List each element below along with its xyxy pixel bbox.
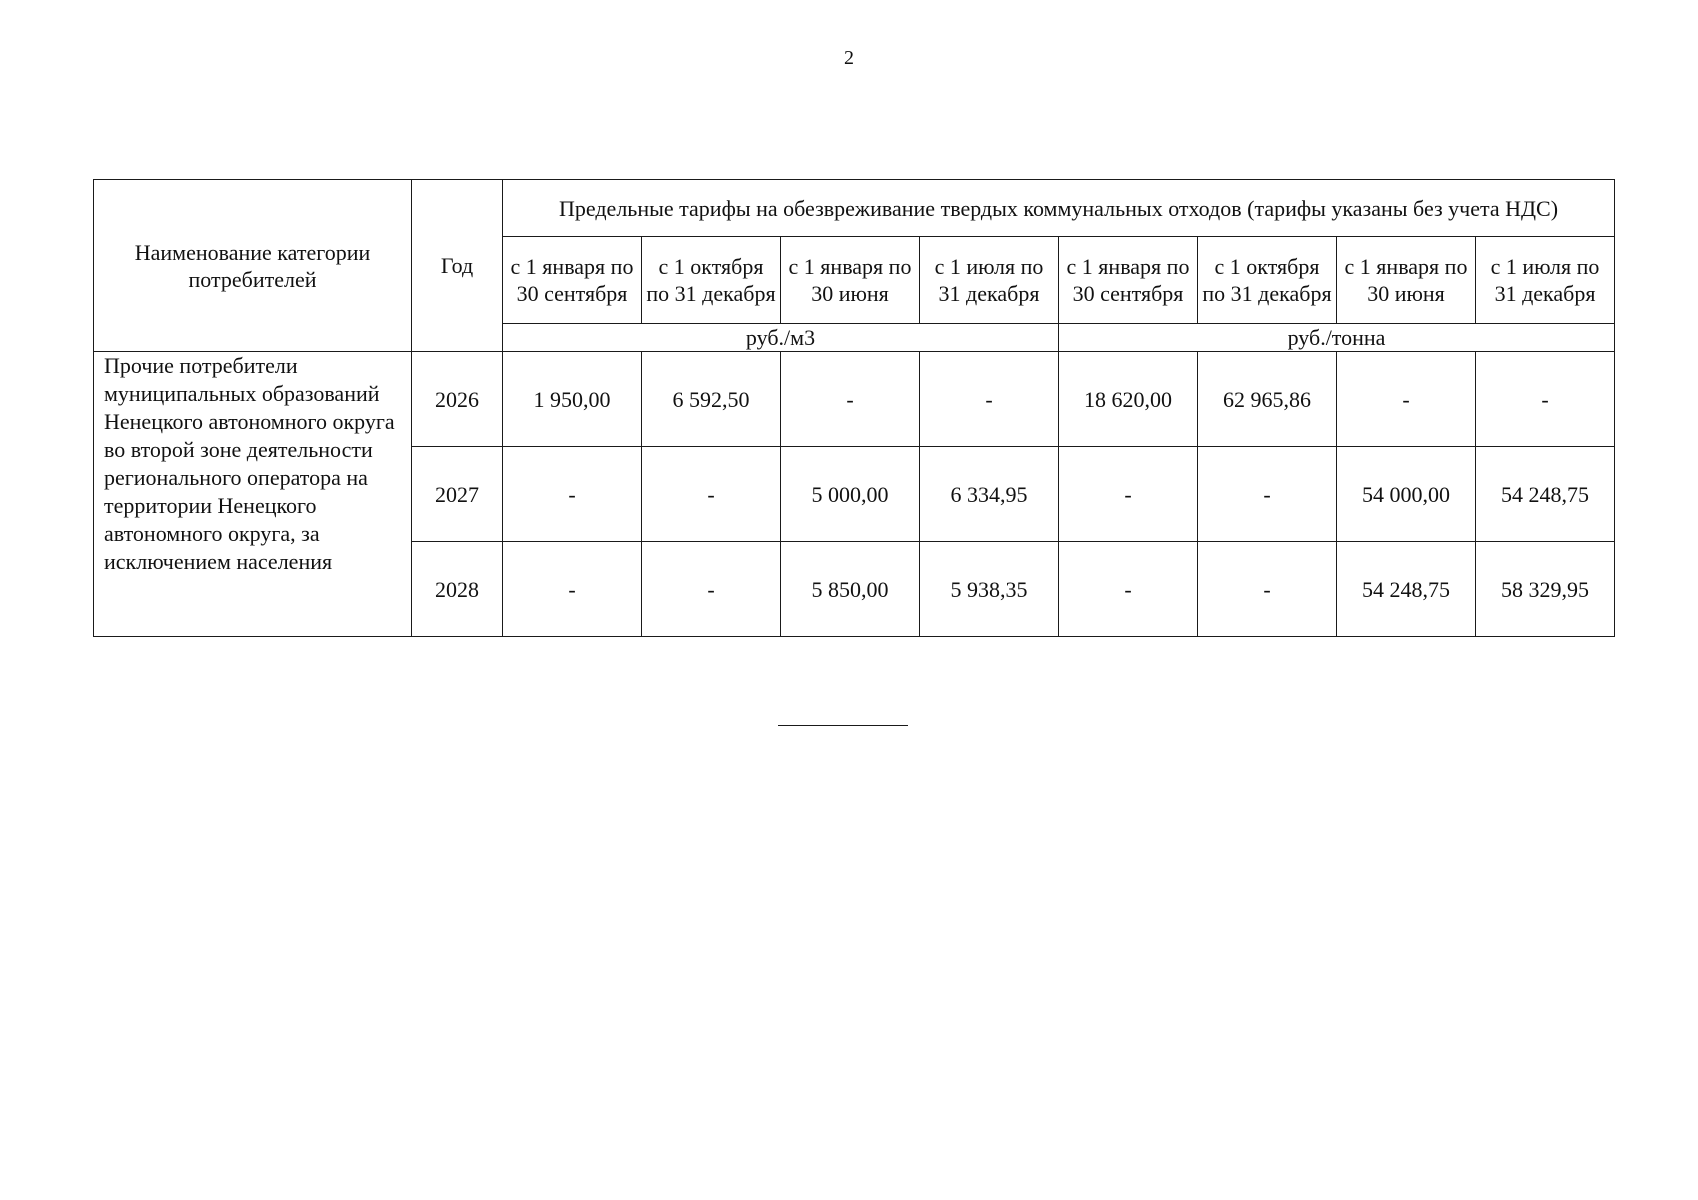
value-cell: 62 965,86 (1198, 352, 1337, 447)
header-period-4: с 1 июля по 31 декабря (920, 237, 1059, 324)
value-cell: 54 000,00 (1337, 447, 1476, 542)
header-category: Наименование категории потребителей (94, 180, 412, 352)
value-cell: 54 248,75 (1337, 542, 1476, 637)
value-cell: 18 620,00 (1059, 352, 1198, 447)
value-cell: - (1198, 542, 1337, 637)
value-cell: - (642, 447, 781, 542)
page-number: 2 (844, 47, 854, 69)
value-cell: - (503, 447, 642, 542)
year-cell: 2026 (412, 352, 503, 447)
value-cell: 6 334,95 (920, 447, 1059, 542)
value-cell: - (1337, 352, 1476, 447)
value-cell: 58 329,95 (1476, 542, 1615, 637)
table-row (94, 352, 1615, 447)
value-cell: 5 938,35 (920, 542, 1059, 637)
value-cell: - (1198, 447, 1337, 542)
year-cell: 2028 (412, 542, 503, 637)
value-cell: - (642, 542, 781, 637)
tariff-table (93, 179, 1615, 637)
header-period-8: с 1 июля по 31 декабря (1476, 237, 1615, 324)
value-cell: - (1059, 542, 1198, 637)
header-row-title (94, 180, 1615, 237)
year-cell: 2027 (412, 447, 503, 542)
header-period-1: с 1 января по 30 сентября (503, 237, 642, 324)
value-cell: 5 000,00 (781, 447, 920, 542)
closing-divider (778, 725, 908, 726)
value-cell: - (1476, 352, 1615, 447)
header-period-2: с 1 октября по 31 декабря (642, 237, 781, 324)
value-cell: 5 850,00 (781, 542, 920, 637)
unit-rub-m3: руб./м3 (503, 324, 1059, 352)
unit-rub-tonne: руб./тонна (1059, 324, 1615, 352)
header-period-7: с 1 января по 30 июня (1337, 237, 1476, 324)
value-cell: 1 950,00 (503, 352, 642, 447)
header-period-5: с 1 января по 30 сентября (1059, 237, 1198, 324)
value-cell: - (1059, 447, 1198, 542)
value-cell: 6 592,50 (642, 352, 781, 447)
header-period-6: с 1 октября по 31 декабря (1198, 237, 1337, 324)
value-cell: - (503, 542, 642, 637)
header-period-3: с 1 января по 30 июня (781, 237, 920, 324)
value-cell: - (781, 352, 920, 447)
value-cell: - (920, 352, 1059, 447)
header-tariff-title: Предельные тарифы на обезвреживание твердых коммунальных отходов (тарифы указаны без учета НДС) (503, 180, 1615, 237)
value-cell: 54 248,75 (1476, 447, 1615, 542)
category-cell: Прочие потребители муниципальных образований Ненецкого автономного округа во второй зоне деятельности регионального оператора на территории Ненецкого автономного округа, за исключением населения (94, 352, 412, 637)
header-year: Год (412, 180, 503, 352)
